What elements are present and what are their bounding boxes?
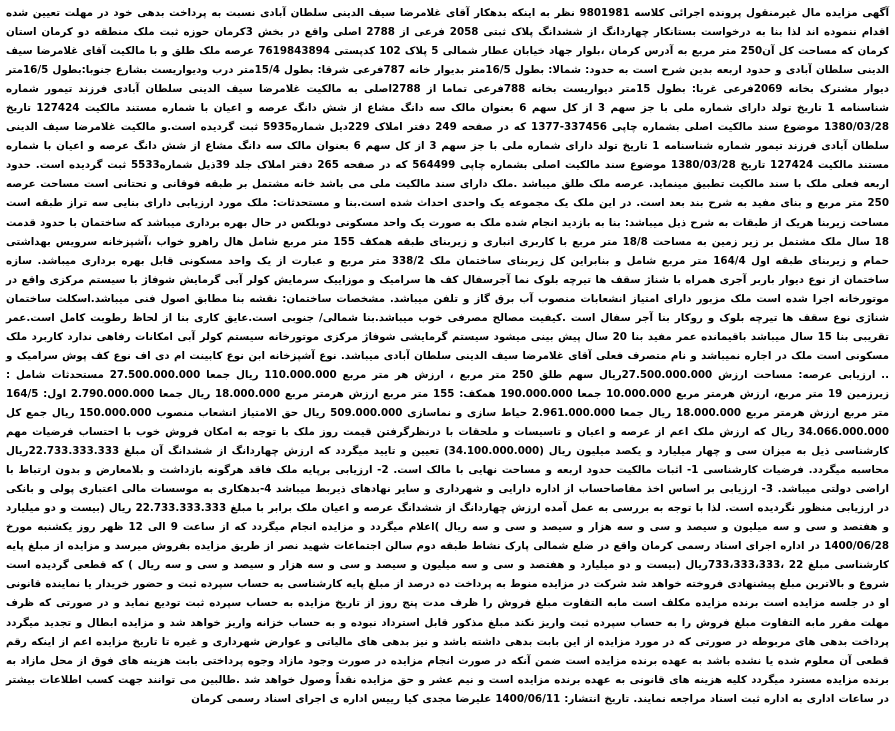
auction-notice-text: آگهی مزایده مال غیرمنقول پرونده اجرائی کلاسه 9801981 نظر به اینکه بدهکار آقای غلامرضا سیف الدینی سلطان آبادی نسبت به پرداخت بدهی خود در مهلت تعیین شده اقدام ننموده اند لذا بنا به درخواست بستانکار چهاردانگ از ششدانگ پلاک ثبتی 2058 فرعی از 2788 اصلی واقع در بخش 3کرمان حوزه ثبت ملک منطقه دو کرمان استان کرمان که مساحت کل آن250 متر مربع به آدرس کرمان ،بلوار جهاد خیابان عطار شمالی 5 پلاک 102 کدپستی 7619843894 عرصه ملک طلق و با مالکیت آقای غلامرضا سیف الدینی سلطان آبادی و حدود اربعه بدین شرح است به حدود: شمالا: بطول 16/5متر بدیوار خانه 787فرعی شرقا: بطول 15/4متر درب ودیواریست بشارع جنوبا:بطول 16/5متر دیوار مشترک بخانه 2069فرعی غربا: بطول 15متر دیواریست بخانه 788فرعی تماما از 2788اصلی به مالکیت غلامرضا سیف الدینی سلطان آبادی فرزند تیمور شماره شناسنامه 1 تاریخ تولد دارای شماره ملی با جز سهم 3 از کل سهم 6 بعنوان مالک سه دانگ مشاع از شش دانگ عرصه و اعیان با شماره مستند مالکیت 127424 تاریخ 1380/03/28 موضوع سند مالکیت اصلی بشماره چاپی 337456-1377 که در صفحه 249 دفتر املاک 229دیل شماره5935 ثبت گردیده است.و مالکیت غلامرضا سیف الدینی سلطان آبادی فرزند تیمور شماره شناسنامه 1 تاریخ تولد دارای شماره ملی با جز سهم 3 از کل سهم 6 بعنوان مالک سه دانگ مشاع از شش دانگ عرصه و اعیان با شماره مستند مالکیت 127424 تاریخ 1380/03/28 موضوع سند مالکیت اصلی بشماره چاپی 564499 که در صفحه 265 دفتر املاک جلد 39ذیل شماره5533 ثبت گردیده است. حدود اربعه فعلی ملک با سند مالکیت تطبیق مینماید. عرصه ملک طلق میباشد .ملک دارای سند مالکیت ملی می باشد خانه مشتمل بر طبقه فوقانی و تحتانی است مساحت عرصه 250 متر مربع و بنای مفید به شرح بند بعد است. در این ملک یک مجموعه یک واحدی احداث شده است.بنا و مستحدثات: ملک مورد ارزیابی دارای بنایی سه تراز طبقه است مساحت زیربنا هریک از طبقات به شرح ذیل میباشد: بنا به بازدید انجام شده ملک به صورت یک واحد مسکونی دوبلکس در حال بهره برداری میباشد که ساختمان با حدود قدمت 18 سال ملک مشتمل بر زیر زمین به مساحت 18/8 متر مربع با کاربری انباری و زیربنای طبقه همکف 155 متر مربع شامل هال راهرو خواب ،آشپزخانه سرویس بهداشتی حمام و زیربنای طبقه اول 164/4 متر مربع شامل و بنابراین کل زیربنای ساختمان ملک 338/2 متر مربع و عبارت از یک واحد مسکونی قابل بهره برداری میباشد. سازه ساختمان از نوع دیوار باربر آجری همراه با شناژ سقف ها تیرچه بلوک نما آجرسفال کف ها سرامیک و موزاییک سرمایش کولر آبی گرمایش شوفاژ با سیستم مرکزی واقع در موتورخانه اجرا شده است ملک مزبور دارای امتیاز انشعابات منصوب آب برق گاز و تلفن میباشد. مشخصات ساختمان: نقشه بنا مطابق اصول فنی میباشد.اسکلت ساختمان شناژی نوع سقف ها تیرچه بلوک و روکار بنا آجر سفال است .کیفیت مصالح مصرفی خوب میباشد.بنا شمالی/ جنوبی است.عایق کاری بنا از لحاظ رطوبت کامل است.عمر تقریبی بنا 15 سال میباشد باقیمانده عمر مفید بنا 20 سال پیش بینی میشود سیستم گرمایشی شوفاژ مرکزی موتورخانه سیستم کولر آبی امکانات رفاهی ندارد کاربرد ملک مسکونی است ملک در اجاره نمیباشد و نام متصرف فعلی آقای غلامرضا سیف الدینی سلطان آبادی میباشد. نوع آشپزخانه ابن نوع کابینت ام دی اف نوع کف پوش سرامیک و .. ارزیابی عرصه: مساحت ارزش 27.500.000.000ریال سهم طلق 250 متر مربع ، ارزش هر متر مربع 110.000.000 ریال جمعا 27.500.000.000 مستحدثات شامل : زیرزمین 19 متر مربع، ارزش هرمتر مربع 10.000.000 جمعا 190.000.000 همکف: 155 متر مربع ارزش هرمتر مربع 18.000.000 ریال جمعا 2.790.000.000 اول: 164/5 متر مربع ارزش هرمتر مربع 18.000.000 ریال جمعا 2.961.000.000 حیاط سازی و نماسازی 509.000.000 ریال حق الامتیاز انشعاب منصوب 150.000.000 ریال جمع کل 34.066.000.000 ریال که ارزش ملک اعم از عرصه و اعیان و تاسیسات و ملحقات با درنظرگرفتن قیمت روز ملک با توجه به امکان فروش خوب با احتساب فرضیات مهم کارشناسی ذیل به میزان سی و چهار میلیارد و یکصد میلیون ریال (34.100.000.000) تعیین و تایید میگردد که ارزش چهاردانگ از ششدانگ آن مبلغ 22.733.333.333ریال محاسبه میگردد. فرضیات کارشناسی 1- اثبات مالکیت حدود اربعه و مساحت نهایی با مالک است. 2- ارزیابی برپایه ملک فاقد هرگونه بازداشت و بلامعارض و بدون ارتباط با اراضی دولتی میباشد. 3- ارزیابی بر اساس اخذ مفاصاحساب از اداره دارایی و شهرداری و سایر نهادهای ذیربط میباشد 4-بدهکاری به موسسات مالی اعتباری پولی و بانکی در ارزیابی منظور نگردیده است. لذا با توجه به بررسی به عمل آمده ارزش چهاردانگ از ششدانگ عرصه و اعیان ملک برابر با مبلغ 22.733.333.333 ریال (بیست و دو میلیارد و هفتصد و سی و سه میلیون و سیصد و سی و سه هزار و سیصد و سی و سه ریال )اعلام میگردد و مزایده انجام میگردد که از ساعت 9 الی 12 ظهر روز یکشنبه مورخ 1400/06/28 در اداره اجرای اسناد رسمی کرمان واقع در ضلع شمالی پارک نشاط طبقه دوم سالن اجتماعات شهید نصر از طریق مزایده بفروش میرسد و مزایده از مبلغ پایه کارشناسی مبلغ 22 ،733،333،333ریال (بیست و دو میلیارد و هفتصد و سی و سه میلیون و سیصد و سی و سه هزار و سیصد و سی و سه ریال ) که قطعی گردیده است شروع و بالاترین مبلغ پیشنهادی فروخته خواهد شد شرکت در مزایده منوط به پرداخت ده درصد از مبلغ پایه کارشناسی به حساب سپرده ثبت و حضور خریدار یا نماینده قانونی او در جلسه مزایده است برنده مزایده مکلف است مابه التفاوت مبلغ فروش را ظرف مدت پنج روز از تاریخ مزایده به حساب سپرده ثبت تودیع نماید و در صورتی که ظرف مهلت مقرر مابه التفاوت مبلغ فروش را به حساب سپرده ثبت واریز نکند مبلغ مذکور قابل استرداد نبوده و به حساب خزانه واریز خواهد شد و مزایده ابطال و تجدید میگردد پرداخت بدهی های مربوطه در صورتی که در مورد مزایده از این بابت بدهی داشته باشد و نیز بدهی های مالیاتی و عوارض شهرداری و غیره تا تاریخ مزایده اعم از اینکه رقم قطعی آن معلوم شده یا نشده باشد به عهده برنده مزایده است ضمن آنکه در صورت انجام مزایده در صورت وجود مازاد وجوه پرداختی بابت هزینه های فوق از محل مازاد به برنده مزایده مسترد میگردد کلیه هزینه های قانونی به عهده برنده مزایده است و نیم عشر و حق مزایده نقداً وصول خواهد شد .طالبین می توانند جهت کسب اطلاعات بیشتر در ساعات اداری به اداره ثبت اسناد مراجعه نمایند. تاریخ انتشار: 1400/06/11 علیرضا مجدی کیا رییس اداره ی اجرای اسناد رسمی کرمان <box>6 7 890 705</box>
